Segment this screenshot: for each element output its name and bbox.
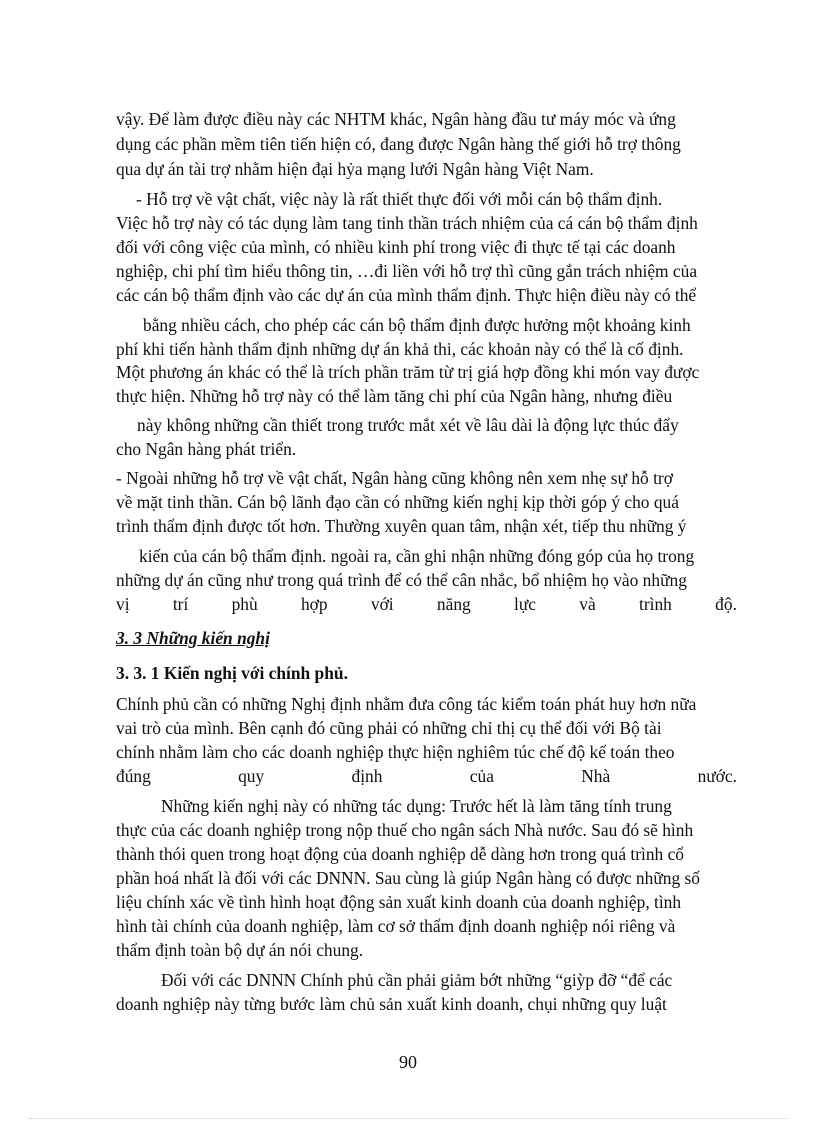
body-line: đối với công việc của mình, có nhiều kinh phí trong việc đi thực tế tại các doanh <box>116 237 676 257</box>
body-line: thực của các doanh nghiệp trong nộp thuế cho ngân sách Nhà nước. Sau đó sẽ hình <box>116 820 694 840</box>
body-line: dụng các phần mềm tiên tiến hiện có, đang được Ngân hàng thế giới hỗ trợ thông <box>116 134 681 154</box>
body-line: thành thói quen trong hoạt động của doanh nghiệp dễ dàng hơn trong quá trình cổ <box>116 844 684 864</box>
body-line: kiến của cán bộ thẩm định. ngoài ra, cần ghi nhận những đóng góp của họ trong <box>139 546 695 566</box>
body-line: Chính phủ cần có những Nghị định nhằm đưa công tác kiểm toán phát huy hơn nữa <box>116 694 697 714</box>
body-line: vai trò của mình. Bên cạnh đó cũng phải có những chỉ thị cụ thể đối với Bộ tài <box>116 718 662 738</box>
body-line: liệu chính xác về tình hình hoạt động sản xuất kinh doanh của doanh nghiệp, tình <box>116 892 682 912</box>
body-line-justified: đúng quy định của Nhà nước. <box>116 766 737 786</box>
body-line: Việc hỗ trợ này có tác dụng làm tang tinh thần trách nhiệm của cá cán bộ thẩm định <box>116 213 698 233</box>
body-line: Những kiến nghị này có những tác dụng: Trước hết là làm tăng tính trung <box>161 796 672 816</box>
body-line: vậy. Để làm được điều này các NHTM khác, Ngân hàng đầu tư máy móc và ứng <box>116 109 676 129</box>
body-line: thẩm định toàn bộ dự án nói chung. <box>116 940 364 960</box>
body-line: hình tài chính của doanh nghiệp, làm cơ sở thẩm định doanh nghiệp nói riêng và <box>116 916 676 936</box>
body-line: Đối với các DNNN Chính phủ cần phải giảm bớt những “giỳp đỡ “để các <box>161 970 673 990</box>
body-line: qua dự án tài trợ nhằm hiện đại hỷa mạng lưới Ngân hàng Việt Nam. <box>116 159 594 179</box>
page-bottom-divider <box>28 1118 788 1119</box>
body-line: phí khi tiến hành thẩm định những dự án khả thi, các khoản này có thể là cố định. <box>116 339 684 359</box>
body-line: thực hiện. Những hỗ trợ này có thể làm tăng chi phí của Ngân hàng, nhưng điều <box>116 386 673 406</box>
body-line: chính nhằm làm cho các doanh nghiệp thực hiện nghiêm túc chế độ kế toán theo <box>116 742 675 762</box>
body-line: các cán bộ thẩm định vào các dự án của mình thẩm định. Thực hiện điều này có thể <box>116 285 697 305</box>
body-line: doanh nghiệp này từng bước làm chủ sản xuất kinh doanh, chụi những quy luật <box>116 994 667 1014</box>
subsection-heading: 3. 3. 1 Kiến nghị với chính phủ. <box>116 663 348 683</box>
body-line: bằng nhiều cách, cho phép các cán bộ thẩm định được hưởng một khoảng kinh <box>143 315 691 335</box>
body-line: phần hoá nhất là đối với các DNNN. Sau cùng là giúp Ngân hàng có được những số <box>116 868 700 888</box>
body-line: - Hỗ trợ về vật chất, việc này là rất thiết thực đối với mỗi cán bộ thẩm định. <box>136 189 663 209</box>
page-number: 90 <box>399 1052 417 1072</box>
body-line: nghiệp, chi phí tìm hiểu thông tin, …đi liền với hỗ trợ thì cũng gắn trách nhiệm của <box>116 261 698 281</box>
body-line: này không những cần thiết trong trước mắt xét về lâu dài là động lực thúc đẩy <box>137 415 679 435</box>
body-line-justified: vị trí phù hợp với năng lực và trình độ. <box>116 594 737 614</box>
body-line: Một phương án khác có thể là trích phần trăm từ trị giá hợp đồng khi món vay được <box>116 362 700 382</box>
body-line: những dự án cũng như trong quá trình để có thể cân nhắc, bổ nhiệm họ vào những <box>116 570 687 590</box>
body-line: về mặt tinh thần. Cán bộ lãnh đạo cần có những kiến nghị kịp thời góp ý cho quá <box>116 492 679 512</box>
body-line: - Ngoài những hỗ trợ về vật chất, Ngân hàng cũng không nên xem nhẹ sự hỗ trợ <box>116 468 673 488</box>
body-line: trình thẩm định được tốt hơn. Thường xuyên quan tâm, nhận xét, tiếp thu những ý <box>116 516 687 536</box>
body-line: cho Ngân hàng phát triển. <box>116 439 297 459</box>
section-heading: 3. 3 Những kiến nghị <box>116 628 270 648</box>
